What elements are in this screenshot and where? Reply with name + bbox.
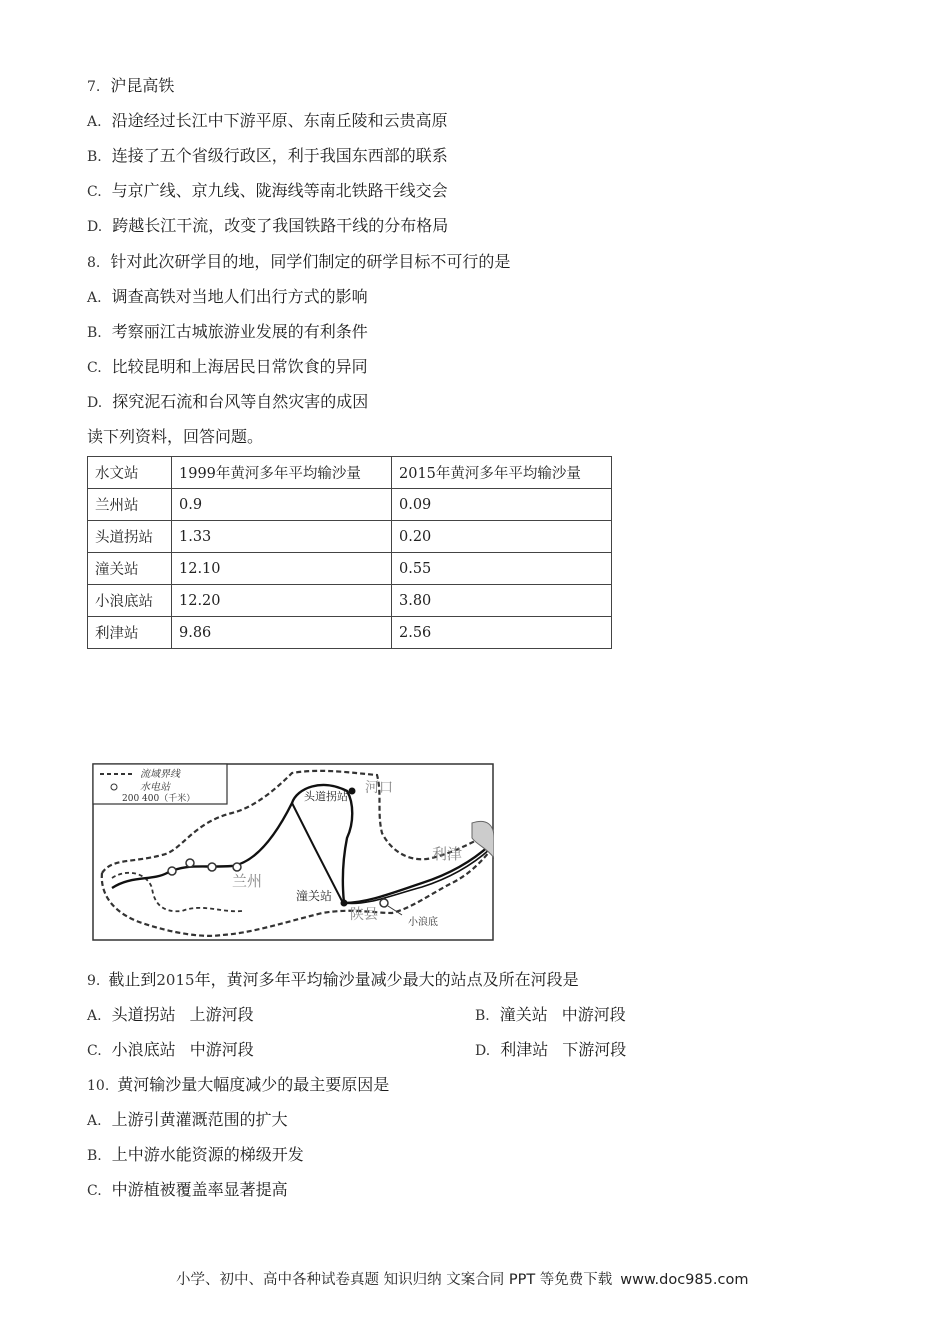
table-row xyxy=(88,489,612,521)
q8-option-b[interactable] xyxy=(87,321,368,344)
table-cell: 1.33 xyxy=(172,521,392,553)
option-text: 调查高铁对当地人们出行方式的影响 xyxy=(111,287,368,306)
q10-stem xyxy=(87,1074,389,1097)
table-cell: 12.10 xyxy=(172,553,392,585)
q10-option-c[interactable] xyxy=(87,1179,288,1202)
option-section: 下游河段 xyxy=(562,1040,627,1059)
option-section: 中游河段 xyxy=(561,1005,626,1024)
option-text: 比较昆明和上海居民日常饮食的异同 xyxy=(111,357,368,376)
q7-option-a[interactable] xyxy=(87,110,448,133)
station-symbol xyxy=(380,899,388,907)
option-section: 中游河段 xyxy=(189,1040,254,1059)
q8-stem-text: 针对此次研学目的地，同学们制定的研学目标不可行的是 xyxy=(110,252,511,271)
option-text: 连接了五个省级行政区，利于我国东西部的联系 xyxy=(111,146,448,165)
table-header-row xyxy=(88,457,612,489)
sediment-table xyxy=(87,456,612,649)
q9-stem-pre: 截止到 xyxy=(108,970,157,989)
option-station: 利津站 xyxy=(500,1040,549,1059)
q9-number: 9. xyxy=(87,973,101,989)
legend-station-label: 水电站 xyxy=(140,782,170,793)
option-text: 沿途经过长江中下游平原、东南丘陵和云贵高原 xyxy=(111,111,448,130)
label-toudaoguai: 头道拐站 xyxy=(304,790,348,803)
table-header-cell: 1999年黄河多年平均输沙量 xyxy=(172,457,392,489)
table-cell: 0.20 xyxy=(392,521,612,553)
table-cell: 潼关站 xyxy=(88,553,172,585)
q10-stem-text: 黄河输沙量大幅度减少的最主要原因是 xyxy=(117,1075,390,1094)
q9-option-d[interactable] xyxy=(475,1039,626,1062)
table-row xyxy=(88,553,612,585)
option-letter: D. xyxy=(87,395,103,411)
table-cell: 头道拐站 xyxy=(88,521,172,553)
option-letter: A. xyxy=(87,1113,102,1129)
table-row xyxy=(88,521,612,553)
label-hekou: 河口 xyxy=(365,780,393,796)
option-letter: B. xyxy=(87,325,102,341)
yellow-river-map xyxy=(92,763,494,941)
tongguan-marker xyxy=(341,900,348,907)
q7-stem-text: 沪昆高铁 xyxy=(110,76,175,95)
q7-stem xyxy=(87,75,174,98)
label-lijin: 利津 xyxy=(432,845,463,863)
table-row xyxy=(88,617,612,649)
option-letter: C. xyxy=(87,184,102,200)
option-text: 与京广线、京九线、陇海线等南北铁路干线交会 xyxy=(111,181,448,200)
option-text: 探究泥石流和台风等自然灾害的成因 xyxy=(112,392,369,411)
option-text: 上游引黄灌溉范围的扩大 xyxy=(111,1110,288,1129)
table-cell: 兰州站 xyxy=(88,489,172,521)
option-letter: C. xyxy=(87,1043,102,1059)
q8-number: 8. xyxy=(87,255,101,271)
option-letter: A. xyxy=(87,1008,102,1024)
option-section: 上游河段 xyxy=(189,1005,254,1024)
q9-option-a[interactable] xyxy=(87,1004,254,1027)
label-lanzhou: 兰州 xyxy=(232,872,263,890)
table-header-cell: 水文站 xyxy=(88,457,172,489)
reading-intro: 读下列资料，回答问题。 xyxy=(87,427,264,446)
station-symbol xyxy=(168,867,176,875)
table-row xyxy=(88,585,612,617)
station-symbol xyxy=(208,863,216,871)
option-letter: D. xyxy=(87,219,103,235)
q9-option-b[interactable] xyxy=(475,1004,626,1027)
table-cell: 小浪底站 xyxy=(88,585,172,617)
table-cell: 3.80 xyxy=(392,585,612,617)
option-letter: C. xyxy=(87,360,102,376)
label-tongguan: 潼关站 xyxy=(296,889,333,903)
option-station: 头道拐站 xyxy=(111,1005,176,1024)
legend-scale: 200 400（千米） xyxy=(122,794,196,804)
table-cell: 0.55 xyxy=(392,553,612,585)
table-cell: 0.9 xyxy=(172,489,392,521)
q10-number: 10. xyxy=(87,1078,110,1094)
q8-option-a[interactable] xyxy=(87,286,368,309)
q8-option-d[interactable] xyxy=(87,391,368,414)
table-cell: 9.86 xyxy=(172,617,392,649)
q9-stem xyxy=(87,969,579,992)
option-text: 考察丽江古城旅游业发展的有利条件 xyxy=(111,322,368,341)
q7-option-c[interactable] xyxy=(87,180,448,203)
table-header-cell: 2015年黄河多年平均输沙量 xyxy=(392,457,612,489)
footer-site-link[interactable]: www.doc985.com xyxy=(620,1272,749,1288)
q10-option-b[interactable] xyxy=(87,1144,304,1167)
table-cell: 12.20 xyxy=(172,585,392,617)
option-letter: B. xyxy=(475,1008,490,1024)
q9-option-c[interactable] xyxy=(87,1039,254,1062)
label-xiaolangdi: 小浪底 xyxy=(408,917,438,928)
option-letter: B. xyxy=(87,1148,102,1164)
table-cell: 0.09 xyxy=(392,489,612,521)
label-shaanxian: 陕县 xyxy=(350,907,378,923)
option-letter: A. xyxy=(87,114,102,130)
toudaoguai-marker xyxy=(349,788,356,795)
q7-option-d[interactable] xyxy=(87,215,448,238)
option-letter: C. xyxy=(87,1183,102,1199)
station-symbol xyxy=(186,859,194,867)
page-footer xyxy=(176,1268,748,1289)
option-station: 潼关站 xyxy=(499,1005,548,1024)
option-text: 中游植被覆盖率显著提高 xyxy=(111,1180,288,1199)
option-letter: A. xyxy=(87,290,102,306)
legend-boundary-label: 流域界线 xyxy=(140,769,180,780)
table-cell: 利津站 xyxy=(88,617,172,649)
option-station: 小浪底站 xyxy=(111,1040,176,1059)
q8-stem xyxy=(87,251,510,274)
station-symbol xyxy=(233,863,241,871)
q8-option-c[interactable] xyxy=(87,356,368,379)
option-text: 上中游水能资源的梯级开发 xyxy=(111,1145,304,1164)
q9-stem-post: 年，黄河多年平均输沙量减少最大的站点及所在河段是 xyxy=(194,970,579,989)
option-letter: B. xyxy=(87,149,102,165)
q7-number: 7. xyxy=(87,79,101,95)
q7-option-b[interactable] xyxy=(87,145,448,168)
option-text: 跨越长江干流，改变了我国铁路干线的分布格局 xyxy=(112,216,449,235)
q9-year: 2015 xyxy=(156,971,195,989)
footer-text: 小学、初中、高中各种试卷真题 知识归纳 文案合同 PPT 等免费下载 xyxy=(176,1272,613,1288)
q10-option-a[interactable] xyxy=(87,1109,288,1132)
table-cell: 2.56 xyxy=(392,617,612,649)
option-letter: D. xyxy=(475,1043,491,1059)
